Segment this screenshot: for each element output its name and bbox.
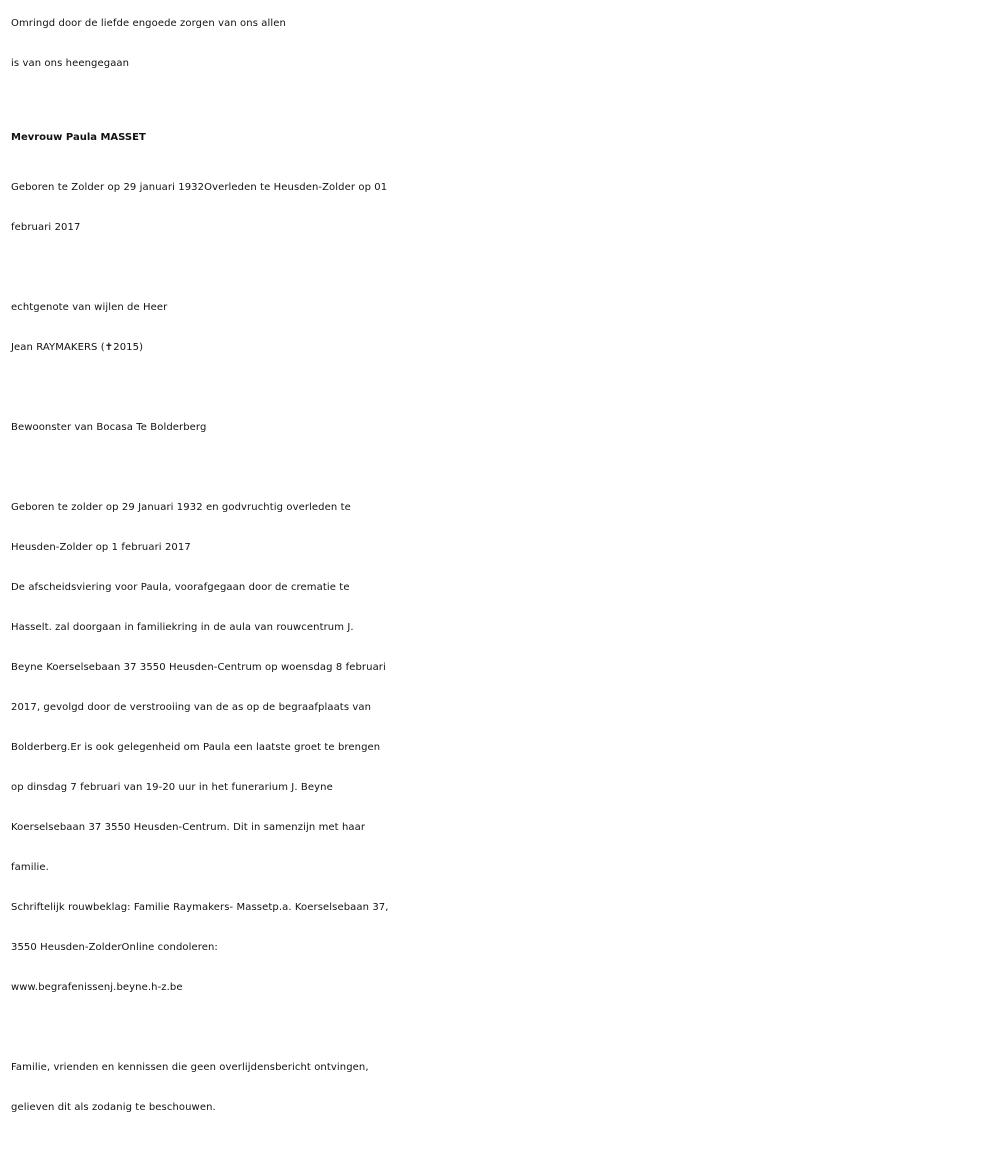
body-line: Hasselt. zal doorgaan in familiekring in de aula van rouwcentrum J. (11, 622, 354, 633)
deceased-name: Mevrouw Paula MASSET (11, 132, 146, 143)
residence: Bewoonster van Bocasa Te Bolderberg (11, 422, 207, 433)
body-line: Schriftelijk rouwbeklag: Familie Raymakers- Massetp.a. Koerselsebaan 37, (11, 902, 389, 913)
life-dates (11, 168, 990, 248)
body-line: op dinsdag 7 februari van 19-20 uur in het funerarium J. Beyne (11, 782, 333, 793)
closing-line-2: gelieven dit als zodanig te beschouwen. (11, 1102, 216, 1113)
intro-line-2: is van ons heengegaan (11, 58, 130, 69)
body-line: 2017, gevolgd door de verstrooiing van de as op de begraafplaats van (11, 702, 372, 713)
intro (11, 4, 990, 84)
intro-line-1: Omringd door de liefde engoede zorgen van ons allen (11, 18, 286, 29)
body-line: Heusden-Zolder op 1 februari 2017 (11, 542, 191, 553)
spouse-line-2: Jean RAYMAKERS (✝2015) (11, 342, 144, 353)
spacer (11, 368, 990, 408)
spouse-line-1: echtgenote van wijlen de Heer (11, 302, 168, 313)
spouse (11, 288, 990, 368)
life-dates-line-1: Geboren te Zolder op 29 januari 1932Overleden te Heusden-Zolder op 01 (11, 182, 388, 193)
spacer (11, 248, 990, 288)
closing (11, 1048, 990, 1128)
body-line: De afscheidsviering voor Paula, voorafgegaan door de crematie te (11, 582, 350, 593)
spacer (11, 1008, 990, 1048)
condolence-website: www.begrafenissenj.beyne.h-z.be (11, 982, 183, 993)
spacer (11, 448, 990, 488)
life-dates-line-2: februari 2017 (11, 222, 81, 233)
body-line: 3550 Heusden-ZolderOnline condoleren: (11, 942, 218, 953)
body-line: familie. (11, 862, 49, 873)
closing-line-1: Familie, vrienden en kennissen die geen overlijdensbericht ontvingen, (11, 1062, 369, 1073)
body-line: Geboren te zolder op 29 Januari 1932 en godvruchtig overleden te (11, 502, 351, 513)
body-text (11, 488, 990, 1008)
body-line: Bolderberg.Er is ook gelegenheid om Paula een laatste groet te brengen (11, 742, 381, 753)
body-line: Beyne Koerselsebaan 37 3550 Heusden-Centrum op woensdag 8 februari (11, 662, 386, 673)
body-line: Koerselsebaan 37 3550 Heusden-Centrum. Dit in samenzijn met haar (11, 822, 366, 833)
